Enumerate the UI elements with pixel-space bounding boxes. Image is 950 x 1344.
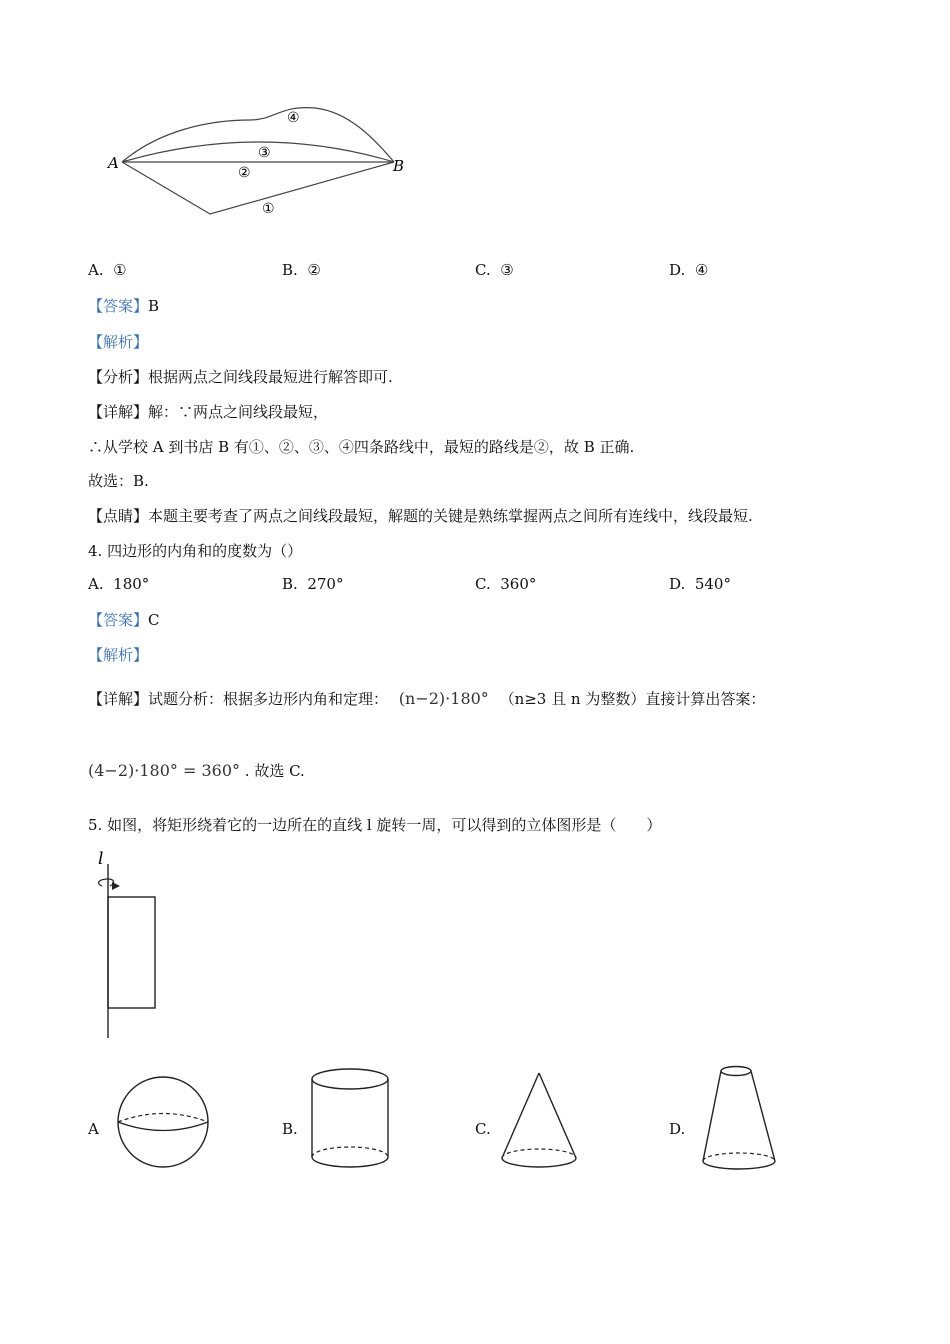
answer-value: C: [148, 611, 160, 629]
q4-option-d: [669, 575, 731, 593]
q4-option-c: [475, 575, 536, 593]
q5-stem: 5. 如图，将矩形绕着它的一边所在的直线 l 旋转一周，可以得到的立体图形是（ ）: [88, 816, 662, 834]
cone-base-front: [502, 1158, 576, 1167]
answer-value: B: [148, 297, 160, 315]
route-1-polyline: [122, 162, 394, 214]
answer-tag: 【答案】: [88, 297, 149, 315]
q3-detail-1: 【详解】解：∵两点之间线段最短，: [88, 403, 329, 421]
rotation-arrow-icon: [99, 879, 114, 886]
axis-l-label: l: [98, 849, 104, 869]
sphere-figure: [112, 1075, 214, 1171]
conclusion-text: . 故选 C.: [244, 762, 305, 780]
option-letter: C.: [475, 261, 491, 279]
frustum-bottom-front: [703, 1161, 775, 1169]
cylinder-top: [312, 1069, 388, 1089]
sphere-equator-front: [118, 1122, 208, 1131]
cone-right-side: [539, 1073, 576, 1158]
sphere-outline: [118, 1077, 208, 1167]
q4-option-a: [88, 575, 149, 593]
q3-option-a: [88, 261, 127, 279]
q4-answer: [88, 609, 160, 630]
option-text: ④: [694, 261, 709, 279]
q3-dianjing: 【点睛】本题主要考查了两点之间线段最短，解题的关键是熟练掌握两点之间所有连线中，线段最短.: [88, 507, 753, 525]
detail-suffix: （n≥3 且 n 为整数）直接计算出答案：: [499, 690, 766, 708]
frustum-top: [721, 1067, 751, 1076]
answer-tag: 【答案】: [88, 611, 149, 629]
option-text: ②: [307, 261, 321, 279]
route-4-label: ④: [287, 110, 300, 126]
q5-option-b-letter: B.: [282, 1120, 298, 1138]
point-b-label: B: [393, 157, 405, 175]
cone-left-side: [502, 1073, 539, 1158]
rectangle-rotation-figure: [88, 848, 178, 1043]
option-letter: D.: [669, 261, 686, 279]
option-text: ①: [113, 261, 127, 279]
q3-fenxi: 【分析】根据两点之间线段最短进行解答即可.: [88, 368, 393, 386]
formula-quadrilateral: (4−2)·180° = 360°: [88, 761, 240, 780]
option-text: 180°: [113, 575, 150, 593]
q3-option-d: [669, 261, 708, 279]
rotation-arrowhead-icon: [112, 882, 120, 890]
cone-base-back: [502, 1149, 576, 1158]
routes-figure: [100, 100, 420, 230]
route-3-label: ③: [258, 145, 271, 161]
option-letter: A.: [88, 575, 104, 593]
option-letter: C.: [475, 575, 491, 593]
route-2-label: ②: [238, 165, 251, 181]
option-letter: B.: [282, 261, 298, 279]
formula-polygon-angle-sum: (n−2)·180°: [398, 689, 489, 708]
q4-stem: 4. 四边形的内角和的度数为（）: [88, 542, 303, 560]
q5-option-a-letter: A: [88, 1120, 99, 1138]
q5-option-c-letter: C.: [475, 1120, 491, 1138]
option-text: 540°: [694, 575, 731, 593]
q3-option-b: [282, 261, 321, 279]
sphere-equator-back: [118, 1114, 208, 1123]
q4-analysis-tag: 【解析】: [88, 646, 149, 664]
option-letter: A.: [88, 261, 104, 279]
frustum-right-side: [751, 1071, 775, 1161]
option-text: 360°: [500, 575, 537, 593]
cylinder-figure: [308, 1065, 392, 1173]
option-letter: D.: [669, 575, 686, 593]
q3-analysis-tag: 【解析】: [88, 333, 149, 351]
q5-option-d-letter: D.: [669, 1120, 686, 1138]
option-text: 270°: [307, 575, 344, 593]
q3-answer: [88, 295, 159, 316]
cone-figure: [498, 1070, 580, 1172]
frustum-left-side: [703, 1071, 721, 1161]
q4-detail-line: [88, 688, 765, 709]
route-1-label: ①: [262, 201, 275, 217]
option-letter: B.: [282, 575, 298, 593]
q3-detail-3: 故选：B.: [88, 472, 149, 490]
q4-conclusion-line: [88, 760, 305, 781]
option-text: ③: [500, 261, 514, 279]
q3-detail-2: ∴从学校 A 到书店 B 有①、②、③、④四条路线中，最短的路线是②，故 B 正确.: [88, 438, 635, 456]
detail-prefix: 【详解】试题分析：根据多边形内角和定理：: [88, 690, 389, 708]
q4-option-b: [282, 575, 343, 593]
frustum-bottom-back: [703, 1153, 775, 1161]
cylinder-bottom-back: [312, 1147, 388, 1157]
cylinder-bottom-front: [312, 1157, 388, 1167]
q3-option-c: [475, 261, 514, 279]
rectangle-shape: [108, 897, 155, 1008]
point-a-label: A: [108, 154, 119, 172]
frustum-figure: [697, 1063, 781, 1173]
